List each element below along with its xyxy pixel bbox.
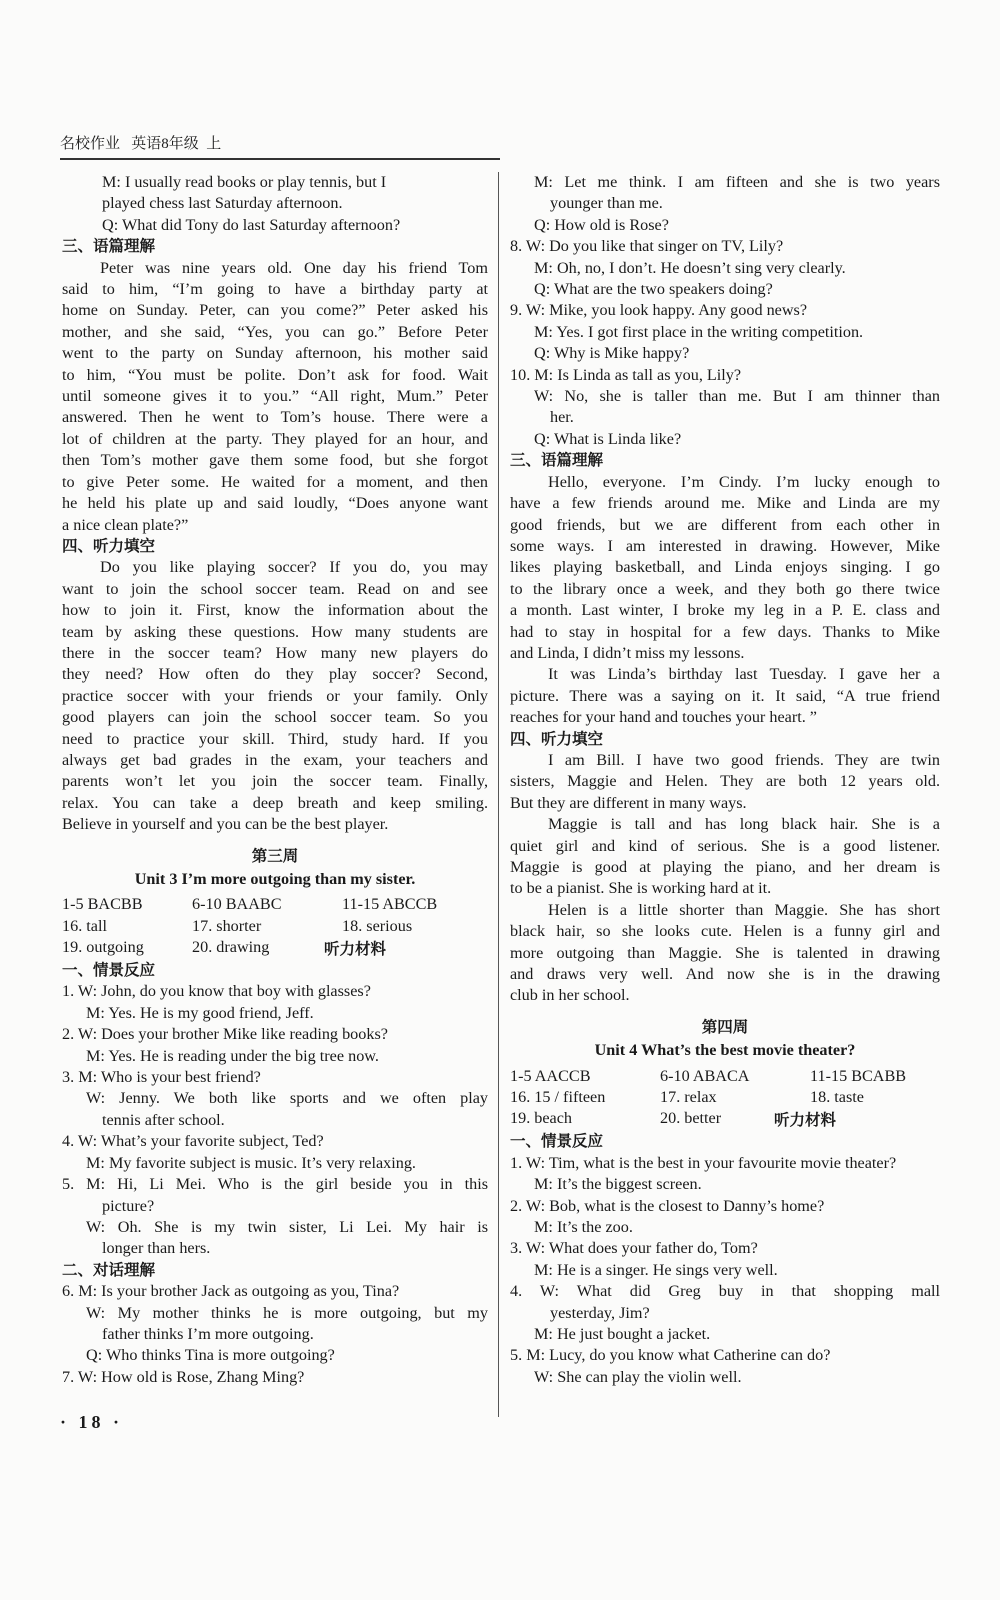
section-heading: 三、语篇理解 (510, 451, 604, 470)
answer-item: 19. beach (510, 1109, 573, 1128)
answer-item: 18. serious (342, 916, 413, 935)
page-number: · 18 · (60, 1412, 124, 1432)
answer-item: 18. taste (810, 1088, 864, 1107)
passage-bill (510, 750, 940, 814)
text-line: they need? How often do they play soccer? Second, (62, 665, 488, 684)
text-line: father thinks I’m more outgoing. (102, 1324, 314, 1343)
text-line: sisters, Maggie and Helen. They are both 12 years old. (510, 772, 940, 791)
text-line: tennis after school. (102, 1110, 225, 1129)
dialog-list (62, 981, 488, 1259)
text-line: W: She can play the violin well. (534, 1367, 742, 1386)
text-line: Q: What did Tony do last Saturday afternoon? (102, 215, 401, 234)
text-line: to give Peter some. He waited for a moment, and then (62, 472, 488, 491)
text-line: Helen is a little shorter than Maggie. She has short (548, 900, 940, 919)
text-line: had to stay in hospital for a few days. Thanks to Mike (510, 622, 940, 641)
text-line: M: My favorite subject is music. It’s very relaxing. (86, 1153, 416, 1172)
text-line: Q: What are the two speakers doing? (534, 280, 773, 299)
story-peter (62, 258, 488, 536)
dialog-list (62, 1281, 488, 1388)
term-label: 上 (206, 136, 222, 152)
text-line: Hello, everyone. I’m Cindy. I’m lucky enough to (548, 472, 940, 491)
text-line: likes playing basketball, and Linda enjoys singing. I go (510, 558, 940, 577)
text-line: 7. W: How old is Rose, Zhang Ming? (62, 1367, 305, 1386)
text-line: parents won’t let you join the soccer team. Finally, (62, 772, 488, 791)
text-line: I am Bill. I have two good friends. They are twin (548, 750, 940, 769)
text-line: W: No, she is taller than me. But I am thinner than (534, 387, 940, 406)
passage-soccer (62, 557, 488, 835)
text-line: W: Jenny. We both like sports and we often play (86, 1089, 488, 1108)
answer-item: 11-15 BCABB (810, 1066, 907, 1085)
header-divider (60, 158, 500, 160)
text-line: then Tom’s mother gave them some food, but she forgot (62, 451, 488, 470)
text-line: 3. W: What does your father do, Tom? (510, 1239, 758, 1258)
text-line: to be a pianist. She is working hard at it. (510, 879, 772, 898)
text-line: and Linda, I didn’t miss my lessons. (510, 643, 745, 662)
text-line: to the library once a week, and they both go there twice (510, 579, 940, 598)
text-line: practice soccer with your friends or your family. Only (62, 686, 488, 705)
text-line: black hair, so she looks cute. Helen is a funny girl and (510, 922, 940, 941)
left-top-dialog (62, 172, 488, 236)
text-line: a month. Last winter, I broke my leg in a P. E. class and (510, 601, 940, 620)
text-line: said to him, “I’m going to have a birthday party at (62, 280, 488, 299)
text-line: 1. W: John, do you know that boy with glasses? (62, 982, 371, 1001)
right-top-dialog (510, 172, 940, 450)
text-line: M: Yes. He is my good friend, Jeff. (86, 1003, 314, 1022)
text-line: Do you like playing soccer? If you do, you may (100, 558, 488, 577)
text-line: 5. M: Lucy, do you know what Catherine can do? (510, 1346, 831, 1365)
unit-title: Unit 3 I’m more outgoing than my sister. (134, 870, 416, 888)
text-line: Maggie is tall and has long black hair. She is a (548, 815, 940, 834)
text-line: M: It’s the biggest screen. (534, 1175, 702, 1194)
column-divider (498, 172, 499, 1417)
answer-item: 1-5 AACCB (510, 1066, 591, 1085)
text-line: always get bad grades in the exam, your teachers and (62, 750, 488, 769)
text-line: more outgoing than Maggie. She is talented in drawing (510, 943, 940, 962)
text-line: M: Yes. He is reading under the big tree now. (86, 1046, 379, 1065)
answer-item: 19. outgoing (62, 938, 144, 957)
text-line: there in the soccer team? How many new players do (62, 643, 488, 662)
text-line: team by asking these questions. How many students are (62, 622, 488, 641)
text-line: But they are different in many ways. (510, 793, 747, 812)
passage-cindy-2 (510, 664, 940, 728)
text-line: to him, “You must be polite. Don’t ask for food. Wait (62, 365, 488, 384)
answer-item: 1-5 BACBB (62, 895, 143, 914)
text-line: M: Yes. I got first place in the writing competition. (534, 322, 864, 341)
text-line: M: I usually read books or play tennis, but I (102, 173, 387, 191)
text-line: 1. W: Tim, what is the best in your favourite movie theater? (510, 1153, 897, 1172)
left-column (62, 172, 488, 1388)
answer-item: 6-10 BAABC (192, 895, 282, 914)
answer-item: 16. 15 / fifteen (510, 1088, 606, 1107)
text-line: 3. M: Who is your best friend? (62, 1068, 261, 1087)
text-line: have a few friends around me. Mike and Linda are my (510, 494, 940, 513)
text-line: Q: Why is Mike happy? (534, 344, 690, 363)
text-line: 2. W: Bob, what is the closest to Danny’s home? (510, 1196, 825, 1215)
text-line: 8. W: Do you like that singer on TV, Lily? (510, 237, 784, 256)
text-line: M: Let me think. I am fifteen and she is two years (534, 173, 940, 191)
text-line: reaches for your hand and touches your heart. ” (510, 708, 817, 727)
text-line: Peter was nine years old. One day his friend Tom (100, 258, 488, 277)
section-heading: 三、语篇理解 (62, 237, 156, 256)
material-heading: 听力材料 (323, 939, 386, 958)
text-line: quiet girl and kind of serious. She is a good listener. (510, 836, 940, 855)
text-line: 2. W: Does your brother Mike like reading books? (62, 1025, 388, 1044)
page-header (60, 132, 221, 153)
text-line: he held his plate up and said loudly, “Does anyone want (62, 494, 488, 513)
text-line: played chess last Saturday afternoon. (102, 194, 343, 213)
book-title: 名校作业 (60, 136, 121, 152)
section-heading: 一、情景反应 (510, 1132, 604, 1151)
answer-item: 20. drawing (192, 938, 270, 957)
text-line: 10. M: Is Linda as tall as you, Lily? (510, 365, 742, 384)
text-line: until someone gives it to you.” “All right, Mum.” Peter (62, 387, 488, 406)
text-line: a nice clean plate?” (62, 515, 189, 534)
answer-item: 6-10 ABACA (660, 1066, 750, 1085)
right-column (510, 172, 940, 1388)
text-line: M: It’s the zoo. (534, 1217, 633, 1236)
text-line: It was Linda’s birthday last Tuesday. I gave her a (548, 665, 940, 684)
answer-item: 17. relax (660, 1088, 717, 1107)
text-line: yesterday, Jim? (550, 1303, 650, 1322)
text-line: how to join it. First, know the information about the (62, 601, 488, 620)
text-line: lot of children at the party. They played for an hour, and (62, 429, 488, 448)
text-line: mother, and she said, “Yes, you can go.” Before Peter (62, 322, 488, 341)
passage-helen (510, 900, 940, 1007)
text-line: 4. W: What’s your favorite subject, Ted? (62, 1132, 324, 1151)
passage-maggie (510, 814, 940, 900)
text-line: club in her school. (510, 986, 630, 1005)
text-line: picture? (102, 1196, 155, 1215)
text-line: went to the party on Sunday afternoon, his mother said (62, 344, 488, 363)
text-line: younger than me. (550, 194, 663, 213)
text-line: Q: How old is Rose? (534, 215, 669, 234)
text-line: good friends, but we are different from each other in (510, 515, 940, 534)
text-line: M: Oh, no, I don’t. He doesn’t sing very clearly. (534, 258, 846, 277)
text-line: relax. You can take a deep breath and keep smiling. (62, 793, 488, 812)
material-heading: 听力材料 (773, 1110, 836, 1129)
answer-item: 20. better (660, 1109, 722, 1128)
text-line: Maggie is good at playing the piano, and her dream is (510, 858, 940, 876)
text-line: 4. W: What did Greg buy in that shopping mall (510, 1282, 940, 1301)
text-line: answered. Then he went to Tom’s house. There were a (62, 408, 488, 427)
text-line: want to join the school soccer team. Read on and see (62, 579, 488, 598)
text-line: longer than hers. (102, 1239, 211, 1258)
answer-item: 11-15 ABCCB (342, 895, 438, 914)
text-line: Q: What is Linda like? (534, 429, 682, 448)
text-line: W: Oh. She is my twin sister, Li Lei. My hair is (86, 1217, 488, 1236)
text-line: 6. M: Is your brother Jack as outgoing as you, Tina? (62, 1282, 400, 1301)
text-line: Believe in yourself and you can be the best player. (62, 815, 389, 834)
text-line: 9. W: Mike, you look happy. Any good news? (510, 301, 808, 320)
text-line: need to practice your skill. Third, study hard. If you (62, 729, 488, 748)
unit-title: Unit 4 What’s the best movie theater? (594, 1041, 856, 1060)
text-line: W: My mother thinks he is more outgoing, but my (86, 1303, 488, 1322)
section-heading: 二、对话理解 (62, 1260, 156, 1279)
text-line: Q: Who thinks Tina is more outgoing? (86, 1346, 335, 1365)
text-line: picture. There was a saying on it. It said, “A true friend (510, 686, 940, 705)
section-heading: 一、情景反应 (62, 961, 156, 980)
week-heading: 第三周 (251, 846, 299, 865)
text-line: home on Sunday. Peter, can you come?” Peter asked his (62, 301, 488, 320)
text-line: some ways. I am interested in drawing. However, Mike (510, 536, 940, 555)
answer-item: 17. shorter (192, 916, 262, 935)
section-heading: 四、听力填空 (62, 536, 156, 555)
section-heading: 四、听力填空 (510, 729, 604, 748)
answer-item: 16. tall (62, 916, 107, 935)
dialog-list (510, 1153, 940, 1388)
text-line: 5. M: Hi, Li Mei. Who is the girl beside you in this (62, 1175, 488, 1194)
week-heading: 第四周 (701, 1017, 749, 1036)
text-line: good players can join the school soccer team. So you (62, 708, 488, 727)
text-line: M: He is a singer. He sings very well. (534, 1260, 778, 1279)
text-line: and draws very well. And now she is in the drawing (510, 965, 940, 984)
text-line: M: He just bought a jacket. (534, 1324, 711, 1343)
text-line: her. (550, 408, 574, 427)
subject-label: 英语8年级 (131, 136, 199, 152)
passage-cindy (510, 472, 940, 665)
